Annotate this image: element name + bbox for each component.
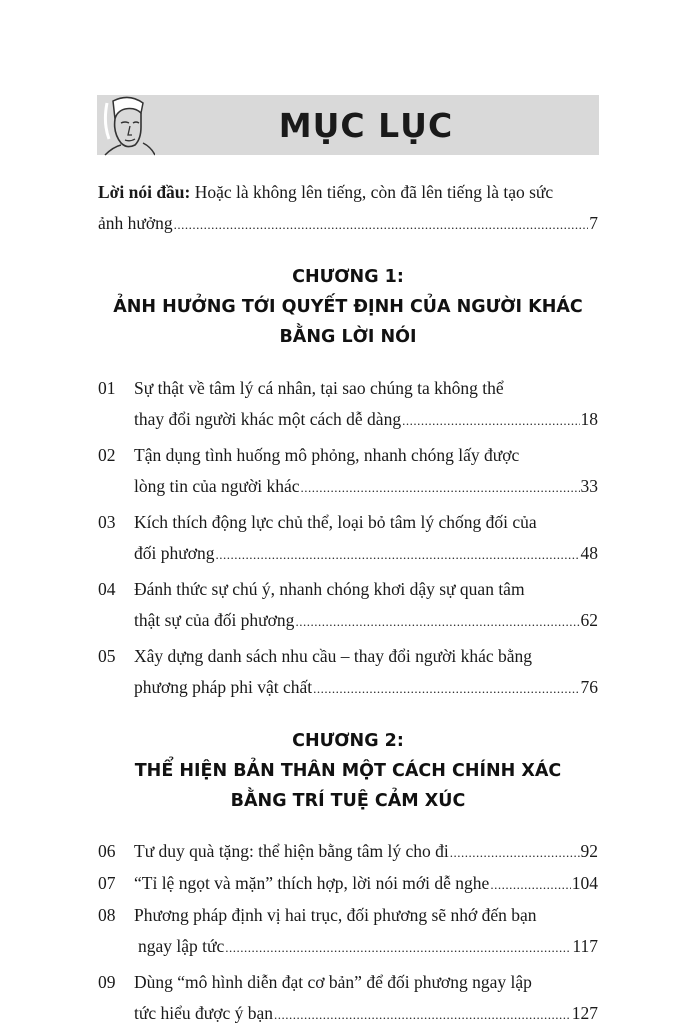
entry-title-line2: Tư duy quà tặng: thể hiện bằng tâm lý cho đi xyxy=(134,841,449,861)
entry-title-line1: Sự thật về tâm lý cá nhân, tại sao chúng ta không thể xyxy=(134,378,504,398)
page-number: 127 xyxy=(571,1003,598,1023)
leader-dots xyxy=(450,837,580,868)
entry-number: 04 xyxy=(98,579,116,599)
entry-number: 08 xyxy=(98,905,116,925)
toc-entry-08 xyxy=(98,900,598,963)
entry-title-line1: Đánh thức sự chú ý, nhanh chóng khơi dậy sự quan tâm xyxy=(134,579,525,599)
entry-number: 03 xyxy=(98,512,116,532)
entry-title-line1: Tận dụng tình huống mô phỏng, nhanh chóng lấy được xyxy=(134,445,520,465)
entry-number: 09 xyxy=(98,972,116,992)
page-number: 117 xyxy=(572,936,598,956)
entry-title-line2: thật sự của đối phương xyxy=(134,610,295,630)
entry-title-line1: Xây dựng danh sách nhu cầu – thay đổi người khác bằng xyxy=(134,646,533,666)
intro-label: Lời nói đầu: xyxy=(98,182,191,202)
leader-dots xyxy=(215,539,579,570)
toc-entry-09 xyxy=(98,967,598,1030)
entry-title-line2: lòng tin của người khác xyxy=(134,476,300,496)
entry-title-line2: đối phương xyxy=(134,543,215,563)
page-number: 62 xyxy=(580,610,598,630)
toc-content xyxy=(98,177,598,1030)
intro-text-line1: Hoặc là không lên tiếng, còn đã lên tiếng là tạo sức xyxy=(190,182,554,202)
chapter-label: CHƯƠNG 2: xyxy=(292,731,404,751)
leader-dots xyxy=(402,405,579,436)
entry-title-line2: ngay lập tức xyxy=(138,936,225,956)
toc-entry-01 xyxy=(98,373,598,436)
intro-text-line2: ảnh hưởng xyxy=(98,213,173,233)
chapter-title-line1: THỂ HIỆN BẢN THÂN MỘT CÁCH CHÍNH XÁC xyxy=(134,761,562,781)
chapter-2-heading xyxy=(98,726,598,816)
toc-entry-04 xyxy=(98,574,598,637)
page-number: 33 xyxy=(580,476,598,496)
entry-title-line2: thay đổi người khác một cách dễ dàng xyxy=(134,409,402,429)
toc-header xyxy=(97,95,599,155)
leader-dots xyxy=(274,999,571,1030)
entry-title-line2: tức hiểu được ý bạn xyxy=(134,1003,274,1023)
toc-entry-06 xyxy=(98,836,598,868)
leader-dots xyxy=(301,472,580,503)
chapter-title-line2: BẰNG LỜI NÓI xyxy=(279,327,417,347)
entry-title-line1: Dùng “mô hình diễn đạt cơ bản” để đối phương ngay lập xyxy=(134,972,532,992)
entry-number: 05 xyxy=(98,646,116,666)
entry-title-line2: “Tỉ lệ ngọt và mặn” thích hợp, lời nói mới dễ nghe xyxy=(134,873,490,893)
entry-number: 07 xyxy=(98,873,116,893)
page-number: 18 xyxy=(580,409,598,429)
entry-number: 01 xyxy=(98,378,116,398)
page-number: 104 xyxy=(571,873,598,893)
chapter-1-heading xyxy=(98,262,598,352)
toc-entry-03 xyxy=(98,507,598,570)
entry-number: 06 xyxy=(98,841,116,861)
chapter-1-entries xyxy=(98,373,598,704)
leader-dots xyxy=(313,673,579,704)
chapter-2-entries xyxy=(98,836,598,1030)
entry-title-line1: Kích thích động lực chủ thể, loại bỏ tâm lý chống đối của xyxy=(134,512,537,532)
toc-entry-07 xyxy=(98,868,598,900)
entry-title-line2: phương pháp phi vật chất xyxy=(134,677,313,697)
chapter-title-line1: ẢNH HƯỞNG TỚI QUYẾT ĐỊNH CỦA NGƯỜI KHÁC xyxy=(113,297,583,317)
chapter-title-line2: BẰNG TRÍ TUỆ CẢM XÚC xyxy=(230,791,466,811)
intro-entry xyxy=(98,177,598,240)
page-number: 48 xyxy=(580,543,598,563)
toc-entry-05 xyxy=(98,641,598,704)
leader-dots xyxy=(295,606,579,637)
toc-entry-02 xyxy=(98,440,598,503)
leader-dots xyxy=(174,209,589,240)
leader-dots xyxy=(490,869,570,900)
page-number: 7 xyxy=(589,213,598,233)
chapter-label: CHƯƠNG 1: xyxy=(292,267,404,287)
page-number: 76 xyxy=(580,677,598,697)
entry-number: 02 xyxy=(98,445,116,465)
leader-dots xyxy=(225,932,571,963)
entry-title-line1: Phương pháp định vị hai trục, đối phương sẽ nhớ đến bạn xyxy=(134,905,537,925)
page-number: 92 xyxy=(580,841,598,861)
page-title: MỤC LỤC xyxy=(278,106,454,145)
